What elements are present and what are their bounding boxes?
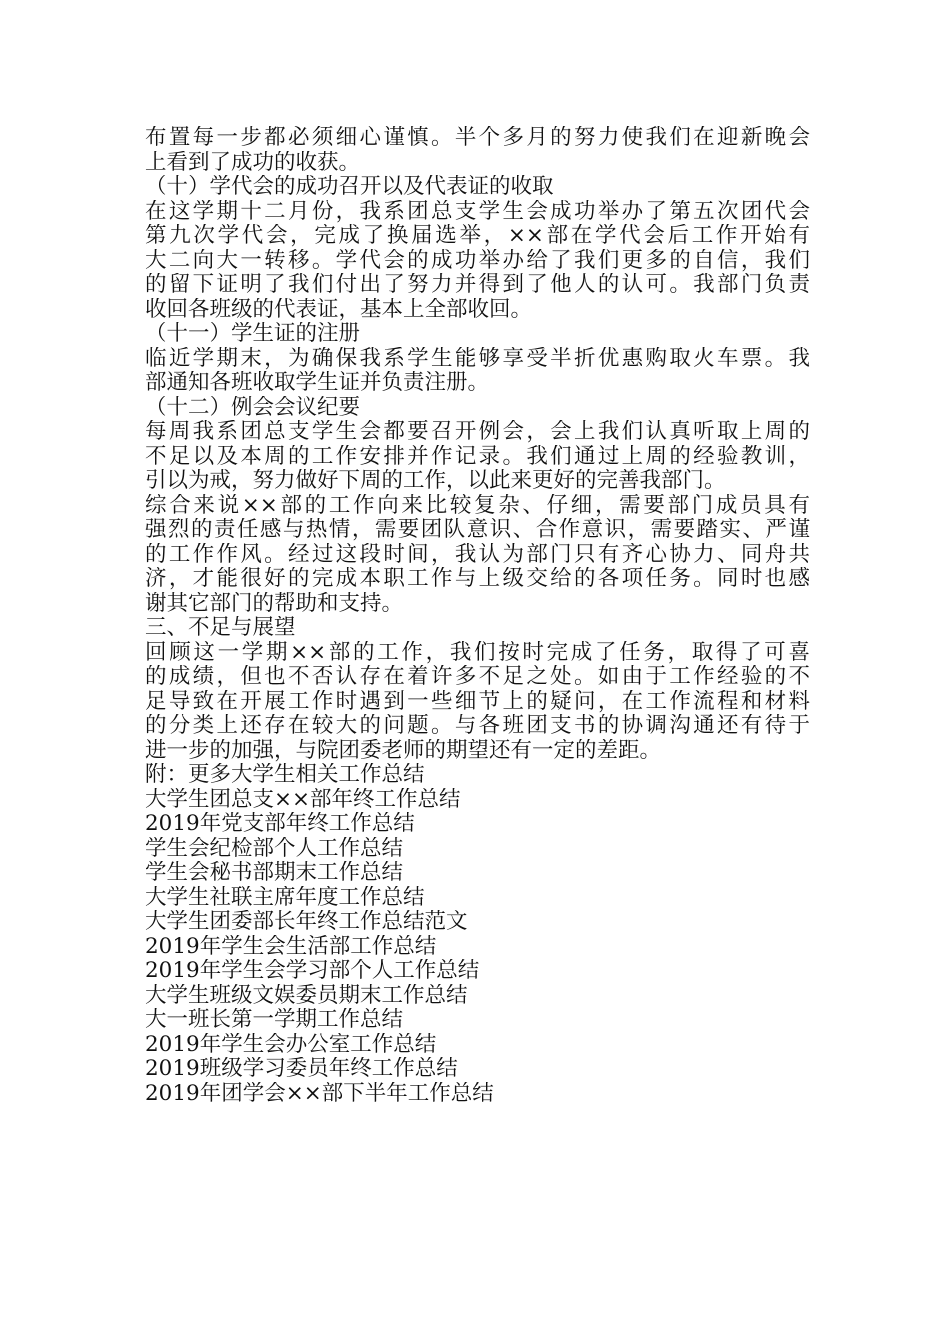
section-heading: （十）学代会的成功召开以及代表证的收取 (145, 175, 554, 199)
paragraph-line: 第九次学代会，完成了换届选举，××部在学代会后工作开始有 (145, 224, 810, 248)
section-heading: （十一）学生证的注册 (145, 322, 361, 346)
paragraph-line: 综合来说××部的工作向来比较复杂、仔细，需要部门成员具有 (145, 493, 810, 518)
related-link[interactable]: 大学生班级文娱委员期末工作总结 (145, 983, 468, 1008)
section-heading: 三、不足与展望 (145, 616, 296, 640)
paragraph-line: 布置每一步都必须细心谨慎。半个多月的努力使我们在迎新晚会 (145, 126, 810, 150)
paragraph-line: 强烈的责任感与热情，需要团队意识、合作意识，需要踏实、严谨 (145, 518, 810, 542)
related-link[interactable]: 大学生团总支××部年终工作总结 (145, 787, 461, 812)
paragraph-line: 的成绩，但也不否认存在着许多不足之处。如由于工作经验的不 (145, 665, 810, 689)
document-body (145, 126, 810, 1106)
related-link[interactable]: 大学生社联主席年度工作总结 (145, 885, 425, 910)
paragraph-line: 大二向大一转移。学代会的成功举办给了我们更多的自信，我们 (145, 248, 810, 273)
related-list-heading: 附：更多大学生相关工作总结 (145, 763, 425, 787)
paragraph-line: 收回各班级的代表证，基本上全部收回。 (145, 297, 533, 322)
related-link[interactable]: 2019年学生会学习部个人工作总结 (145, 959, 480, 983)
related-link[interactable]: 大学生团委部长年终工作总结范文 (145, 910, 468, 934)
related-link[interactable]: 2019年团学会××部下半年工作总结 (145, 1081, 494, 1106)
paragraph-line: 引以为戒，努力做好下周的工作，以此来更好的完善我部门。 (145, 469, 726, 493)
paragraph-line: 在这学期十二月份，我系团总支学生会成功举办了第五次团代会 (145, 199, 810, 224)
paragraph-line: 不足以及本周的工作安排并作记录。我们通过上周的经验教训， (145, 444, 810, 469)
paragraph-line: 谢其它部门的帮助和支持。 (145, 591, 404, 616)
related-link[interactable]: 2019年学生会办公室工作总结 (145, 1032, 437, 1057)
paragraph-line: 的留下证明了我们付出了努力并得到了他人的认可。我部门负责 (145, 273, 810, 297)
related-link[interactable]: 2019班级学习委员年终工作总结 (145, 1057, 458, 1081)
paragraph-line: 进一步的加强，与院团委老师的期望还有一定的差距。 (145, 738, 662, 763)
paragraph-line: 足导致在开展工作时遇到一些细节上的疑问，在工作流程和材料 (145, 689, 810, 714)
paragraph-line: 的分类上还存在较大的问题。与各班团支书的协调沟通还有待于 (145, 714, 810, 738)
related-link[interactable]: 2019年学生会生活部工作总结 (145, 934, 437, 959)
related-link[interactable]: 2019年党支部年终工作总结 (145, 812, 415, 836)
related-link[interactable]: 学生会纪检部个人工作总结 (145, 836, 404, 861)
related-link[interactable]: 大一班长第一学期工作总结 (145, 1008, 404, 1032)
paragraph-line: 的工作作风。经过这段时间，我认为部门只有齐心协力、同舟共 (145, 542, 810, 567)
related-link[interactable]: 学生会秘书部期末工作总结 (145, 861, 404, 885)
section-heading: （十二）例会会议纪要 (145, 395, 361, 420)
paragraph-line: 临近学期末，为确保我系学生能够享受半折优惠购取火车票。我 (145, 346, 810, 371)
paragraph-line: 回顾这一学期××部的工作，我们按时完成了任务，取得了可喜 (145, 640, 810, 665)
paragraph-line: 上看到了成功的收获。 (145, 150, 361, 175)
paragraph-line: 济，才能很好的完成本职工作与上级交给的各项任务。同时也感 (145, 567, 810, 591)
paragraph-line: 部通知各班收取学生证并负责注册。 (145, 371, 490, 395)
paragraph-line: 每周我系团总支学生会都要召开例会，会上我们认真听取上周的 (145, 420, 810, 444)
